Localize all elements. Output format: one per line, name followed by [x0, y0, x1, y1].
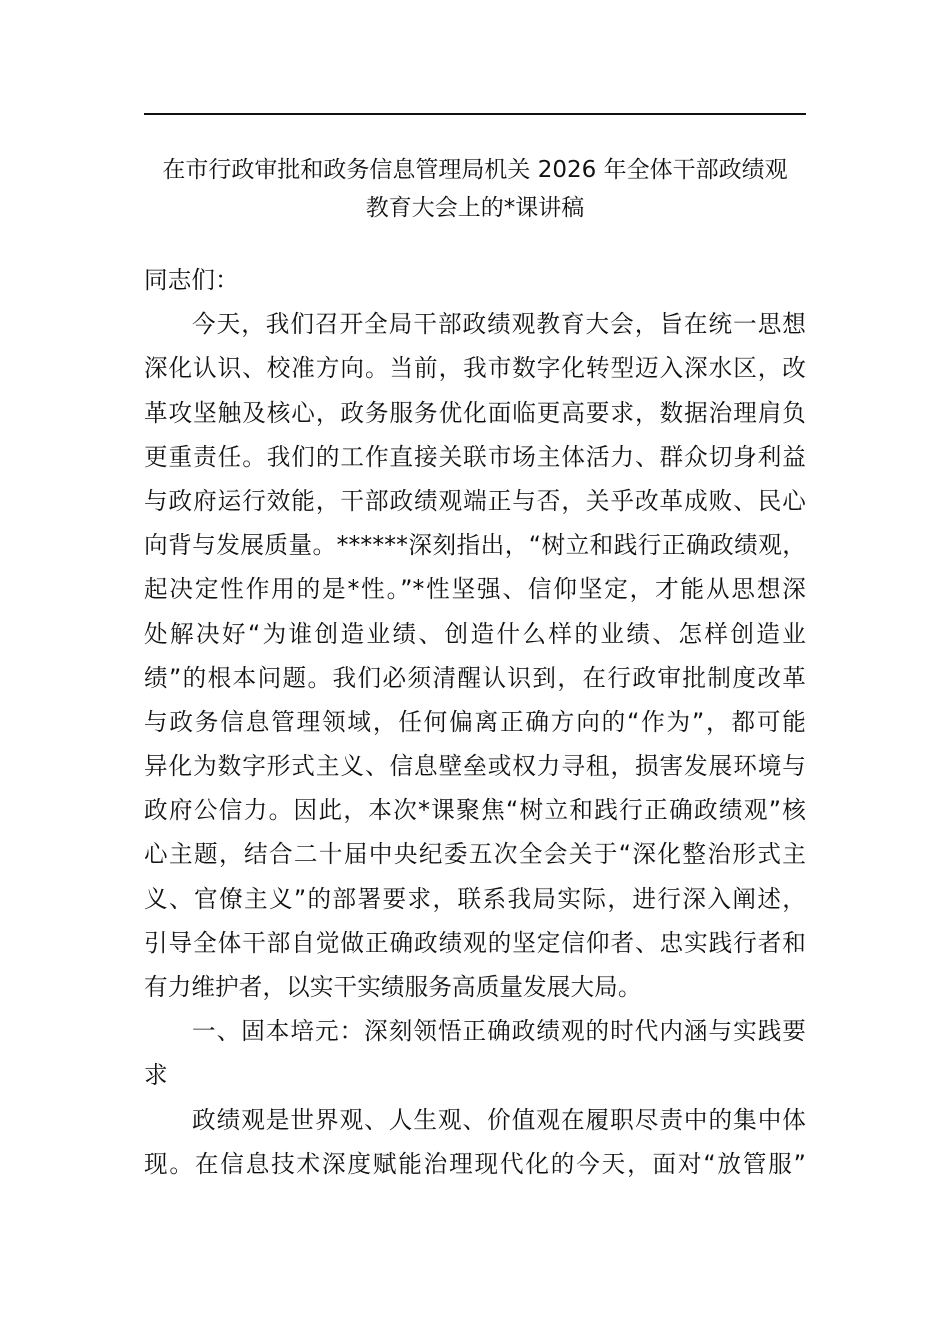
paragraph-line: 向背与发展质量。******深刻指出，“树立和践行正确政绩观， — [144, 531, 806, 560]
section-heading-cont: 求 — [144, 1061, 168, 1090]
title-line-1: 在市行政审批和政务信息管理局机关 2026 年全体干部政绩观 — [162, 157, 788, 183]
document-body — [144, 258, 806, 1186]
paragraph-line: 深化认识、校准方向。当前，我市数字化转型迈入深水区，改 — [144, 354, 806, 383]
paragraph-line: 心主题，结合二十届中央纪委五次全会关于“深化整治形式主 — [144, 840, 806, 869]
paragraph-line: 与政府运行效能，干部政绩观端正与否，关乎改革成败、民心 — [144, 486, 806, 515]
document-title — [144, 151, 806, 227]
header-rule — [144, 113, 806, 115]
paragraph-line: 有力维护者，以实干实绩服务高质量发展大局。 — [144, 973, 642, 1001]
title-line-2: 教育大会上的*课讲稿 — [365, 195, 585, 221]
paragraph-line: 处解决好“为谁创造业绩、创造什么样的业绩、怎样创造业 — [144, 619, 806, 648]
paragraph-line: 现。在信息技术深度赋能治理现代化的今天，面对“放管服” — [144, 1149, 806, 1178]
paragraph-line: 绩”的根本问题。我们必须清醒认识到，在行政审批制度改革 — [144, 663, 806, 692]
paragraph-line: 与政务信息管理领域，任何偏离正确方向的“作为”，都可能 — [144, 707, 806, 736]
paragraph-line: 引导全体干部自觉做正确政绩观的坚定信仰者、忠实践行者和 — [144, 928, 806, 957]
salutation: 同志们： — [144, 266, 239, 294]
paragraph-line: 政绩观是世界观、人生观、价值观在履职尽责中的集中体 — [192, 1105, 806, 1134]
paragraph-line: 今天，我们召开全局干部政绩观教育大会，旨在统一思想 — [192, 310, 806, 339]
paragraph-line: 政府公信力。因此，本次*课聚焦“树立和践行正确政绩观”核 — [144, 796, 806, 825]
paragraph-line: 革攻坚触及核心，政务服务优化面临更高要求，数据治理肩负 — [144, 398, 806, 427]
paragraph-line: 更重责任。我们的工作直接关联市场主体活力、群众切身利益 — [144, 442, 806, 471]
section-heading: 一、固本培元：深刻领悟正确政绩观的时代内涵与实践要 — [192, 1017, 806, 1046]
paragraph-line: 义、官僚主义”的部署要求，联系我局实际，进行深入阐述， — [144, 884, 806, 913]
paragraph-line: 异化为数字形式主义、信息壁垒或权力寻租，损害发展环境与 — [144, 752, 806, 781]
paragraph-line: 起决定性作用的是*性。”*性坚强、信仰坚定，才能从思想深 — [144, 575, 806, 604]
